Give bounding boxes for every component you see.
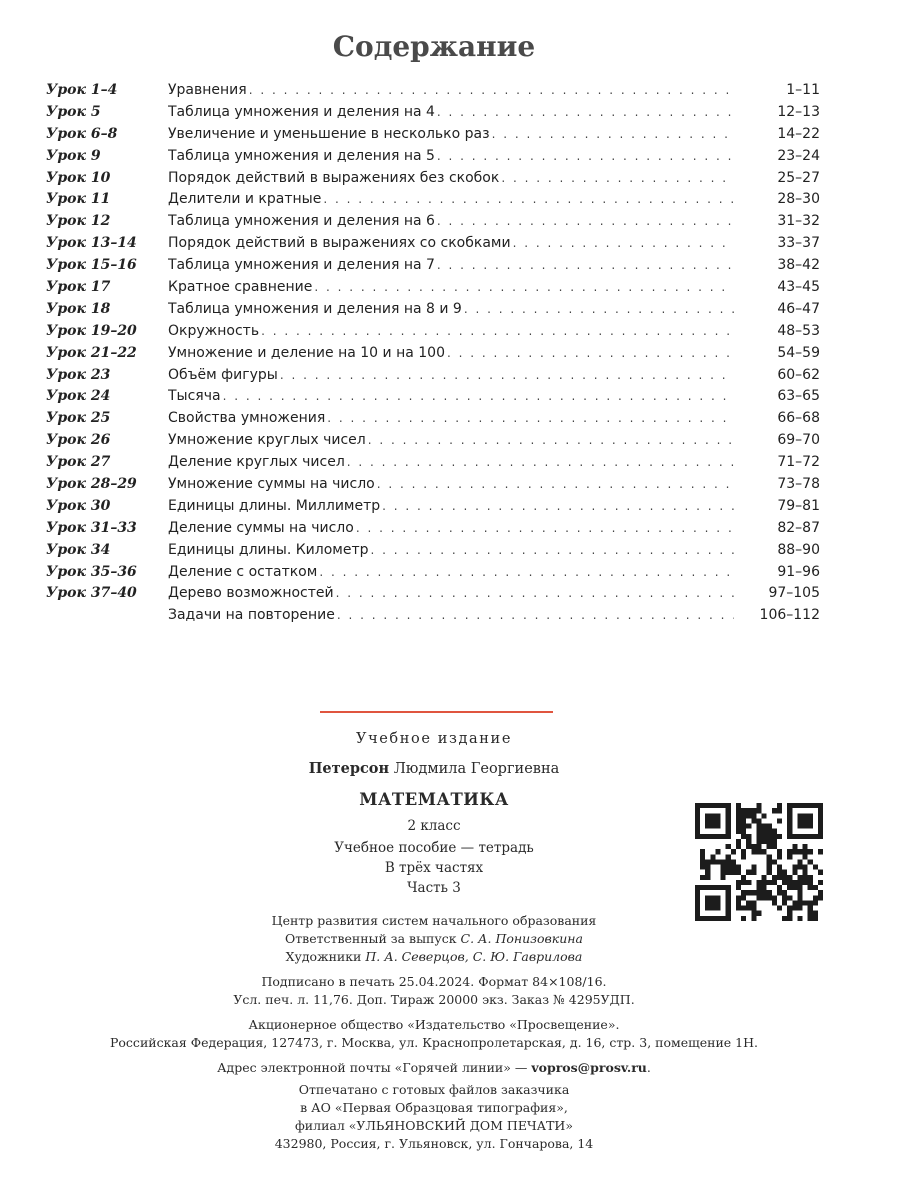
toc-pages: 106–112 [759,607,820,624]
toc-lesson: Урок 13–14 [46,235,137,252]
toc-lesson: Урок 26 [46,432,111,449]
toc-leader-dots [492,124,734,146]
toc-topic-text: Порядок действий в выражениях без скобок [168,169,500,186]
responsible-name: С. А. Понизовкина [460,931,583,946]
toc-lesson: Урок 23 [46,366,111,383]
toc-lesson: Урок 9 [46,147,101,164]
toc-lesson: Урок 37–40 [46,585,137,602]
toc-pages: 38–42 [777,257,820,274]
toc-leader-dots [501,168,734,190]
toc-lesson: Урок 1–4 [46,82,118,98]
toc-pages: 82–87 [777,519,820,536]
toc-topic-text: Таблица умножения и деления на 7 [168,257,435,274]
printed-line-3: филиал «УЛЬЯНОВСКИЙ ДОМ ПЕЧАТИ» [295,1118,573,1133]
toc-topic-text: Объём фигуры [168,366,278,383]
toc-topic [168,605,742,627]
grade: 2 класс [407,818,461,834]
toc-topic-text: Таблица умножения и деления на 4 [168,103,435,120]
toc-topic [168,343,742,365]
toc-row [46,211,820,233]
toc-pages: 97–105 [768,585,820,602]
toc-topic [168,299,742,321]
printed-line-4: 432980, Россия, г. Ульяновск, ул. Гончарова, 14 [274,1136,594,1151]
toc-pages: 25–27 [777,169,820,186]
signed-line: Подписано в печать 25.04.2024. Формат 84×108/16. [261,974,607,989]
toc-topic [168,124,742,146]
toc-row [46,80,820,102]
toc-row [46,168,820,190]
toc-topic-text: Умножение суммы на число [168,476,375,493]
center-name: Центр развития систем начального образования [271,913,597,928]
toc-row [46,146,820,168]
toc-pages: 33–37 [777,235,820,252]
toc-pages: 60–62 [777,366,820,383]
toc-pages: 66–68 [777,410,820,427]
toc-topic [168,102,742,124]
toc-lesson: Урок 35–36 [46,563,137,580]
toc-row [46,321,820,343]
toc-lesson: Урок 25 [46,410,111,427]
toc-topic-text: Таблица умножения и деления на 6 [168,213,435,230]
toc-leader-dots [337,605,734,627]
toc-topic-text: Увеличение и уменьшение в несколько раз [168,125,490,142]
toc-topic [168,321,742,343]
toc-topic-text: Делители и кратные [168,191,322,208]
book-kind: Учебное пособие — тетрадь [334,840,534,856]
toc-topic [168,452,742,474]
toc-leader-dots [336,583,734,605]
print-run-line: Усл. печ. л. 11,76. Доп. Тираж 20000 экз. Заказ № 4295УДП. [233,992,635,1007]
toc-topic-text: Свойства умножения [168,410,326,427]
toc-topic-text: Деление суммы на число [168,519,354,536]
toc-topic [168,562,742,584]
publisher-address: Российская Федерация, 127473, г. Москва, ул. Краснопролетарская, д. 16, стр. 3, помещение 1Н. [110,1035,758,1050]
toc-row [46,124,820,146]
toc-pages: 28–30 [777,191,820,208]
toc-lesson: Урок 5 [46,103,101,120]
toc-row [46,102,820,124]
toc-row [46,365,820,387]
toc-lesson: Урок 31–33 [46,519,137,536]
toc-pages: 12–13 [777,103,820,120]
toc-pages: 69–70 [777,432,820,449]
toc-topic [168,474,742,496]
toc-row [46,452,820,474]
toc-topic-text: Таблица умножения и деления на 5 [168,147,435,164]
toc-leader-dots [368,430,734,452]
toc-row [46,496,820,518]
toc-topic-text: Единицы длины. Миллиметр [168,497,381,514]
toc-row [46,233,820,255]
toc-lesson: Урок 27 [46,454,111,471]
toc-pages: 43–45 [777,279,820,296]
author-line [0,760,868,777]
toc-topic [168,408,742,430]
toc-topic-text: Окружность [168,322,260,339]
toc-topic-text: Тысяча [168,388,221,405]
toc-title: Содержание [332,30,536,63]
toc-topic-text: Уравнения [168,82,247,98]
toc-topic [168,496,742,518]
toc-row [46,189,820,211]
toc-lesson: Урок 6–8 [46,125,118,142]
toc-topic [168,386,742,408]
toc-row [46,386,820,408]
toc-lesson: Урок 30 [46,497,111,514]
toc-pages: 23–24 [777,147,820,164]
toc-leader-dots [327,408,734,430]
artists-line [0,949,868,964]
toc-lesson: Урок 21–22 [46,344,137,361]
toc-topic [168,211,742,233]
parts-total: В трёх частях [384,860,484,876]
toc-topic-text: Деление с остатком [168,563,318,580]
toc-leader-dots [371,540,734,562]
toc-pages: 54–59 [777,344,820,361]
toc-leader-dots [323,189,734,211]
toc-topic [168,168,742,190]
toc-topic [168,430,742,452]
subject-title: МАТЕМАТИКА [359,790,509,809]
toc-leader-dots [513,233,734,255]
toc-row [46,430,820,452]
toc-leader-dots [356,518,734,540]
toc-topic-text: Задачи на повторение [168,607,335,624]
toc-leader-dots [319,562,734,584]
toc-lesson: Урок 12 [46,213,111,230]
hotline-label: Адрес электронной почты «Горячей линии» — [217,1060,528,1075]
toc-topic-text: Дерево возможностей [168,585,334,602]
toc-leader-dots [314,277,734,299]
author-given: Людмила Георгиевна [393,761,560,777]
toc-lesson: Урок 10 [46,169,111,186]
toc-row [46,343,820,365]
toc-row [46,255,820,277]
toc-leader-dots [249,80,734,102]
printed-line-2: в АО «Первая Образцовая типография», [300,1100,568,1115]
toc-topic [168,518,742,540]
hotline-email[interactable]: vopros@prosv.ru [531,1060,647,1075]
toc-topic-text: Умножение и деление на 10 и на 100 [168,344,445,361]
toc-topic-text: Таблица умножения и деления на 8 и 9 [168,300,462,317]
toc-topic-text: Деление круглых чисел [168,454,345,471]
toc-topic [168,277,742,299]
qr-code-icon [695,803,823,921]
toc-leader-dots [437,102,734,124]
toc-pages: 1–11 [786,82,820,98]
toc-row [46,518,820,540]
toc-row [46,540,820,562]
toc-leader-dots [437,255,734,277]
artists-label: Художники [285,949,362,964]
responsible-label: Ответственный за выпуск [285,931,457,946]
toc-topic [168,80,742,102]
toc-topic [168,540,742,562]
section-divider [320,711,553,713]
publisher: Акционерное общество «Издательство «Просвещение». [248,1017,620,1032]
toc-topic-text: Умножение круглых чисел [168,432,366,449]
toc-leader-dots [447,343,734,365]
toc-leader-dots [223,386,734,408]
toc-row [46,277,820,299]
artists-names: П. А. Северцов, С. Ю. Гаврилова [365,949,583,964]
toc-topic [168,189,742,211]
author-surname: Петерсон [308,760,390,777]
part-number: Часть 3 [407,880,461,896]
toc-topic [168,233,742,255]
toc-topic [168,255,742,277]
toc-leader-dots [437,211,734,233]
toc-row [46,583,820,605]
toc-topic-text: Единицы длины. Километр [168,541,369,558]
toc-leader-dots [437,146,734,168]
toc-row [46,474,820,496]
toc-lesson: Урок 15–16 [46,257,137,274]
toc-pages: 73–78 [777,476,820,493]
toc-pages: 14–22 [777,125,820,142]
toc-topic [168,365,742,387]
toc-pages: 79–81 [777,497,820,514]
toc-pages: 63–65 [777,388,820,405]
toc-lesson: Урок 24 [46,388,111,405]
toc-topic-text: Кратное сравнение [168,279,313,296]
toc-lesson: Урок 18 [46,300,111,317]
toc-leader-dots [347,452,734,474]
toc-leader-dots [464,299,734,321]
toc-pages: 91–96 [777,563,820,580]
table-of-contents [46,80,820,627]
toc-pages: 31–32 [777,213,820,230]
toc-row [46,408,820,430]
toc-row [46,299,820,321]
toc-topic [168,146,742,168]
toc-pages: 88–90 [777,541,820,558]
toc-leader-dots [280,365,734,387]
printed-line-1: Отпечатано с готовых файлов заказчика [298,1082,570,1097]
toc-topic [168,583,742,605]
toc-leader-dots [261,321,734,343]
toc-lesson: Урок 17 [46,279,111,296]
toc-row [46,562,820,584]
hotline-end: . [646,1060,651,1075]
toc-pages: 48–53 [777,322,820,339]
toc-lesson: Урок 11 [46,191,111,208]
toc-lesson: Урок 34 [46,541,111,558]
responsible-line [0,931,868,946]
toc-lesson: Урок 19–20 [46,322,137,339]
toc-row [46,605,820,627]
toc-lesson: Урок 28–29 [46,476,137,493]
hotline-line [0,1060,868,1075]
toc-leader-dots [377,474,734,496]
toc-leader-dots [382,496,734,518]
toc-pages: 46–47 [777,300,820,317]
toc-topic-text: Порядок действий в выражениях со скобками [168,235,511,252]
toc-pages: 71–72 [777,454,820,471]
edition-type: Учебное издание [355,731,512,747]
